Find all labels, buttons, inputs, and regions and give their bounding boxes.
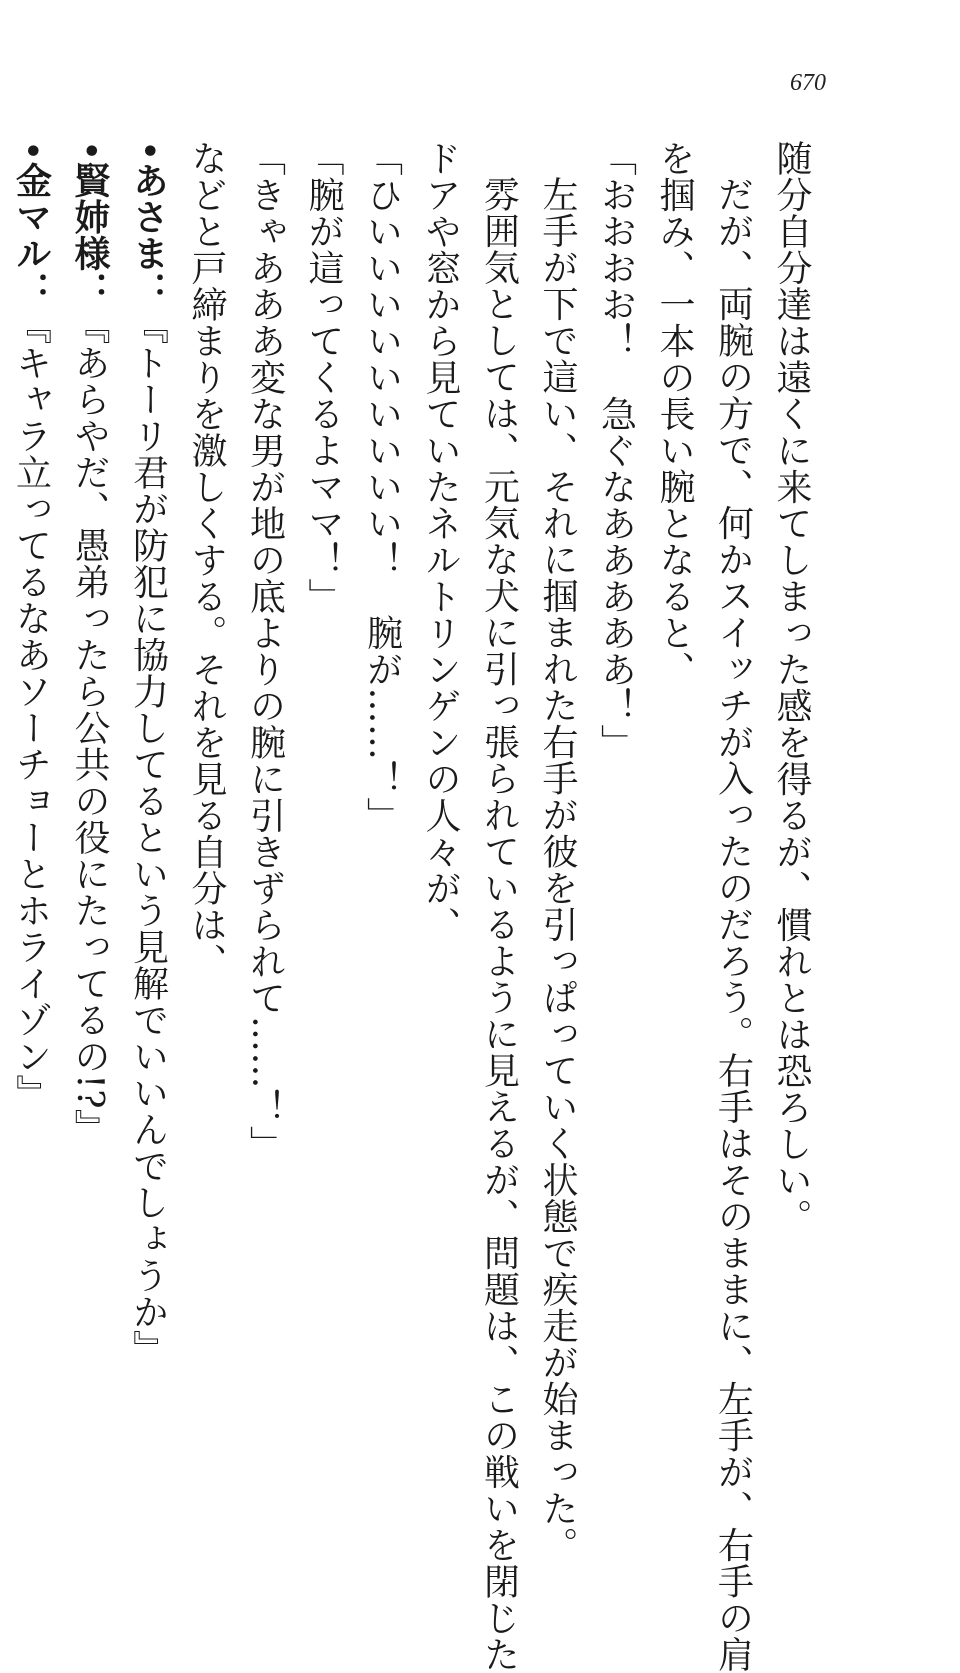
bullet-marker: • — [69, 140, 110, 162]
page-number: 670 — [790, 70, 826, 96]
dialogue-line — [118, 140, 177, 1367]
dialogue-text: 『トーリ君が防犯に協力してるという見解でいいんでしょうか』 — [127, 307, 169, 1367]
text-line: ドアや窓から見ていたネルトリンゲンの人々が、 — [420, 140, 461, 943]
text-line: などと戸締まりを激しくする。それを見る自分は、 — [186, 140, 227, 980]
bullet-marker: • — [10, 140, 52, 162]
text-line: だが、両腕の方で、何かスイッチが入ったのだろう。右手はそのままに、左手が、右手の肩 — [712, 176, 754, 1673]
dialogue-text: 『キャラ立ってるなあソーチョーとホライゾン』 — [10, 307, 52, 1111]
text-body — [0, 140, 820, 1673]
text-line: 左手が下で這い、それに掴まれた右手が彼を引っぱっていく状態で疾走が始まった。 — [537, 176, 578, 1563]
text-line: 「おおおお！ 急ぐなあああああ！」 — [595, 140, 637, 761]
text-line: 「ひいいいいいいいいい！ 腕が……！」 — [361, 140, 403, 834]
text-line: 随分自分達は遠くに来てしまった感を得るが、慣れとは恐ろしい。 — [771, 140, 812, 1235]
text-line: 「きゃあああ変な男が地の底よりの腕に引きずられて……！」 — [244, 140, 286, 1162]
dialogue-text: 『あらやだ、愚弟ったら公共の役にたってるの!?』 — [69, 307, 110, 1146]
dialogue-line — [1, 140, 60, 1140]
bullet-marker: • — [127, 140, 169, 162]
speaker-name: 賢姉様： — [69, 161, 110, 308]
speaker-name: あさま： — [127, 161, 169, 308]
speaker-name: 金マル： — [10, 161, 52, 308]
text-line: を掴み、一本の長い腕となると、 — [654, 140, 695, 688]
dialogue-line — [60, 140, 119, 1146]
text-line: 雰囲気としては、元気な犬に引っ張られているように見えるが、問題は、この戦いを閉じた — [478, 176, 520, 1673]
text-line: 「腕が這ってくるよママ！」 — [303, 140, 344, 615]
